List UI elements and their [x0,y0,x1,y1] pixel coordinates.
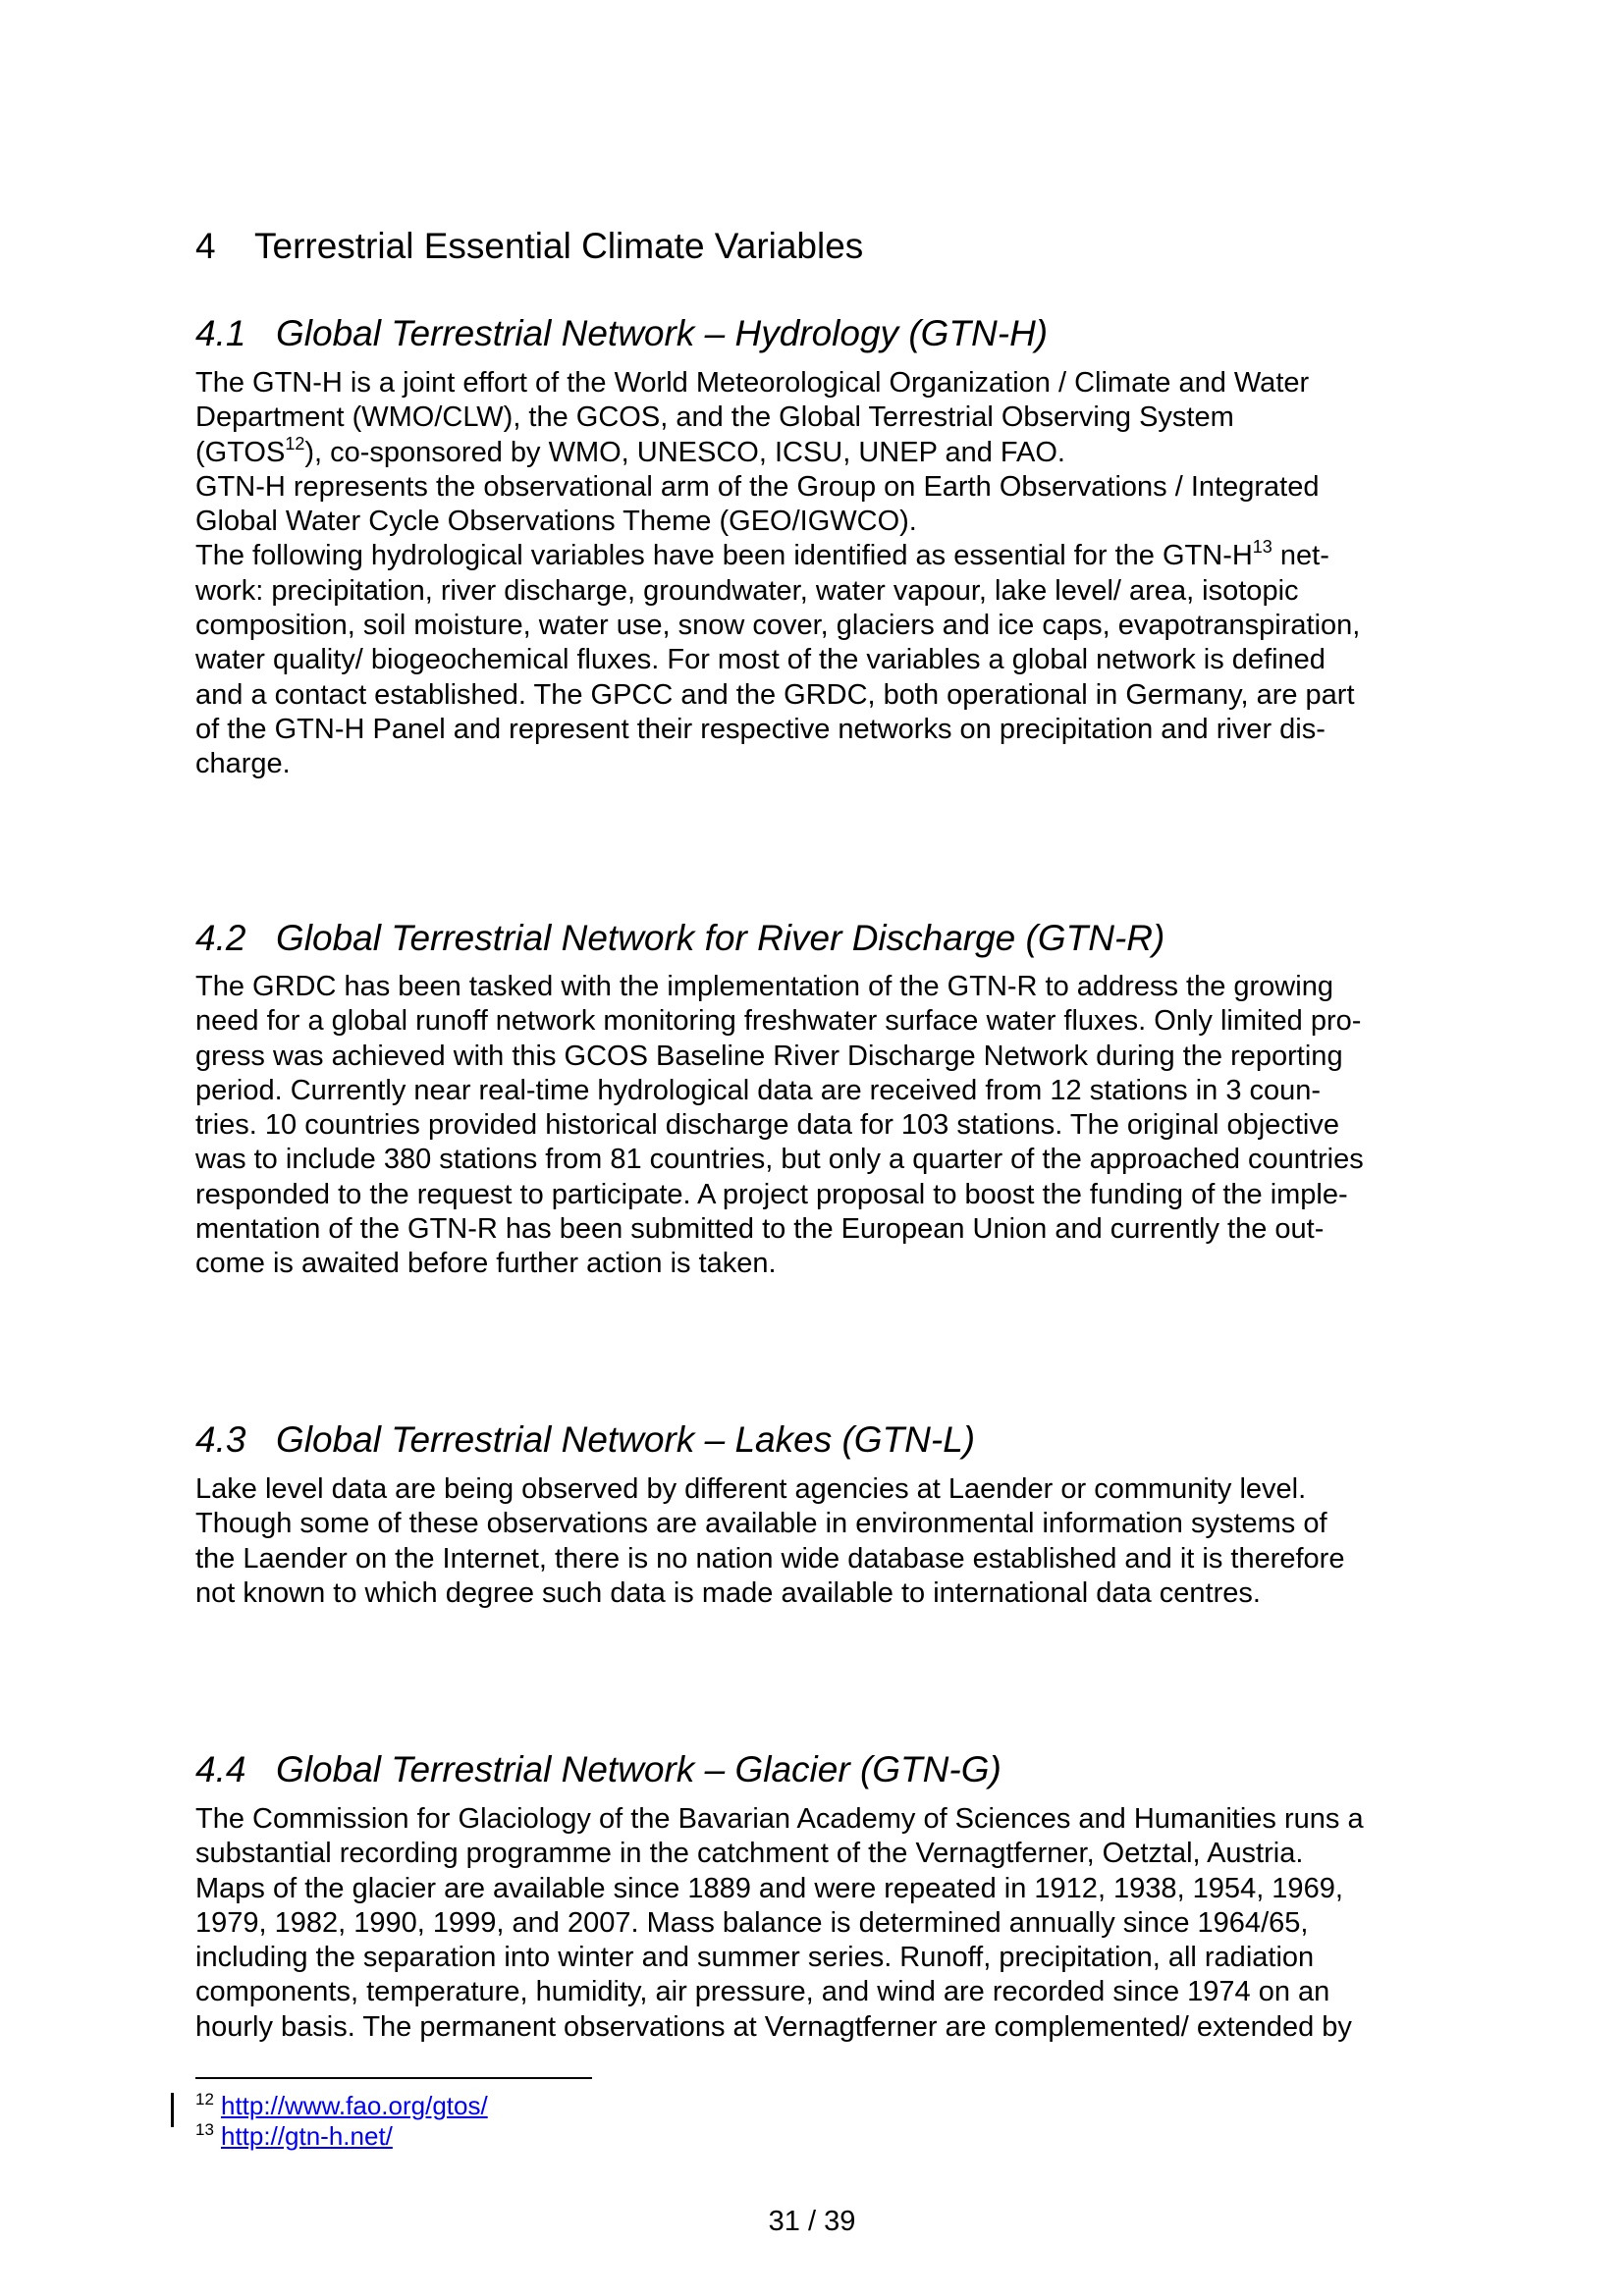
text-line: was to include 380 stations from 81 countries, but only a quarter of the approached countries [195,1144,1364,1176]
footnote-ref-13[interactable]: 13 [1252,537,1272,558]
section-title: Global Terrestrial Network for River Discharge (GTN-R) [276,918,1165,958]
section-title: Global Terrestrial Network – Glacier (GTN-G) [276,1749,1001,1789]
chapter-heading [195,225,863,268]
text-line: Though some of these observations are available in environmental information systems of [195,1508,1327,1540]
text-line: The following hydrological variables have been identified as essential for the GTN-$H^{13}$ net- [195,537,1329,572]
text-line: Maps of the glacier are available since 1889 and were repeated in 1912, 1938, 1954, 1969, [195,1872,1343,1904]
text-line: The GRDC has been tasked with the implementation of the GTN-R to address the growing [195,971,1333,1002]
footnotes [195,2091,488,2152]
section-body-4-1 [195,366,1442,782]
text-line: substantial recording programme in the catchment of the Vernagtferner, Oetztal, Austria. [195,1838,1304,1870]
text-line: (GTOS$^{12}$), co-sponsored by WMO, UNESCO, ICSU, UNEP and FAO. [195,433,1065,468]
text-line: Global Water Cycle Observations Theme (GEO/IGWCO). [195,506,917,538]
page-number: 31 / 39 [768,2206,856,2237]
text-line: GTN-H represents the observational arm of the Group on Earth Observations / Integrated [195,470,1320,503]
text-line: Department (WMO/CLW), the GCOS, and the Global Terrestrial Observing System [195,401,1234,434]
text-line: 1979, 1982, 1990, 1999, and 2007. Mass balance is determined annually since 1964/65, [195,1906,1309,1939]
section-heading-4-1 [195,312,1048,355]
text-line: components, temperature, humidity, air pressure, and wind are recorded since 1974 on an [195,1976,1330,2008]
text-line: work: precipitation, river discharge, groundwater, water vapour, lake level/ area, isotopic [195,574,1299,607]
section-number: 4.1 [195,313,246,353]
chapter-number: 4 [195,226,216,266]
text-line: charge. [195,748,291,780]
footnote-ref-12[interactable]: 12 [285,433,305,454]
footnote-separator [195,2077,592,2079]
section-title: Global Terrestrial Network – Lakes (GTN-L) [276,1419,976,1460]
text-line: gress was achieved with this GCOS Baseline River Discharge Network during the reporting [195,1040,1343,1072]
text-line: not known to which degree such data is made available to international data centres. [195,1576,1261,1609]
section-heading-4-3 [195,1418,975,1462]
section-body-4-2 [195,970,1442,1282]
section-title: Global Terrestrial Network – Hydrology (GTN-H) [276,313,1049,353]
text-line: water quality/ biogeochemical fluxes. For most of the variables a global network is defined [195,644,1326,676]
text-line: the Laender on the Internet, there is no nation wide database established and it is therefore [195,1542,1345,1575]
section-number: 4.3 [195,1419,246,1460]
section-body-4-3 [195,1472,1442,1611]
text-line: come is awaited before further action is taken. [195,1248,777,1280]
text-line: need for a global runoff network monitoring freshwater surface water fluxes. Only limited pro- [195,1005,1362,1038]
section-heading-4-2 [195,917,1164,960]
text-line: responded to the request to participate. A project proposal to boost the funding of the imple- [195,1178,1348,1210]
text-line: tries. 10 countries provided historical discharge data for 103 stations. The original objective [195,1109,1339,1142]
section-body-4-4 [195,1802,1442,2045]
footnote-13: 13 http://gtn-h.net/ [195,2120,393,2151]
text-line: The Commission for Glaciology of the Bavarian Academy of Sciences and Humanities runs a [195,1803,1364,1835]
chapter-title: Terrestrial Essential Climate Variables [254,226,864,266]
section-number: 4.4 [195,1749,246,1789]
footnote-12: 12 http://www.fao.org/gtos/ [195,2090,488,2120]
text-line: Lake level data are being observed by different agencies at Laender or community level. [195,1473,1307,1505]
text-line: including the separation into winter and summer series. Runoff, precipitation, all radiation [195,1942,1315,1974]
text-line: period. Currently near real-time hydrological data are received from 12 stations in 3 coun- [195,1074,1322,1106]
footnote-link-gtn-h[interactable]: http://gtn-h.net/ [221,2121,393,2151]
text-line: and a contact established. The GPCC and the GRDC, both operational in Germany, are part [195,678,1355,711]
change-bar [171,2093,174,2127]
text-line: The GTN-H is a joint effort of the World Meteorological Organization / Climate and Water [195,367,1310,399]
section-number: 4.2 [195,918,246,958]
text-line: of the GTN-H Panel and represent their respective networks on precipitation and river dis- [195,713,1326,745]
text-line: mentation of the GTN-R has been submitted to the European Union and currently the out- [195,1213,1325,1246]
footnote-link-fao-gtos[interactable]: http://www.fao.org/gtos/ [221,2091,488,2120]
text-line: composition, soil moisture, water use, snow cover, glaciers and ice caps, evapotranspiration, [195,610,1361,642]
section-heading-4-4 [195,1748,1001,1791]
text-line: hourly basis. The permanent observations at Vernagtferner are complemented/ extended by [195,2010,1352,2043]
